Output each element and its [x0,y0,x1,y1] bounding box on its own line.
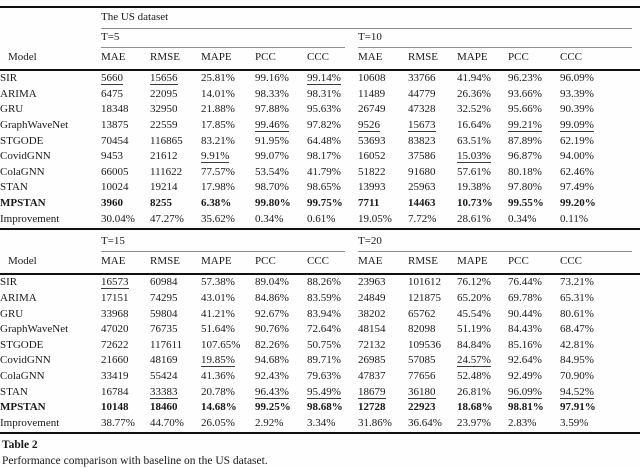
column-header-mae: MAE [358,252,408,274]
value-cell: 47020 [101,323,129,336]
table-row-mpstan [0,196,640,212]
value-cell: 17.85% [201,119,235,132]
value-cell: 12728 [358,401,386,414]
value-cell: 80.18% [508,165,542,178]
value-cell: 72132 [358,338,386,351]
value-cell: 83.21% [201,134,235,147]
value-cell: 99.55% [508,197,544,210]
value-cell: 98.31% [307,87,341,100]
value-cell: 62.46% [560,165,594,178]
value-cell: 36.64% [408,415,457,433]
value-cell: 35.62% [201,211,255,229]
value-cell: 66005 [101,165,129,178]
value-cell: 48154 [358,323,386,336]
table-row-stan [0,180,640,196]
caption-text: Performance comparison with baseline on the US dataset. [2,455,268,468]
table-row-improvement [0,415,640,433]
value-cell: 83.59% [307,292,341,305]
model-name-cell: CovidGNN [0,354,51,367]
value-cell: 0.11% [560,211,640,229]
value-cell: 107.65% [201,338,241,351]
value-cell: 44.70% [150,415,201,433]
value-cell: 84.43% [508,323,542,336]
value-cell: 84.86% [255,292,289,305]
model-name-cell: ARIMA [0,292,37,305]
value-cell: 24849 [358,292,386,305]
value-cell: 97.91% [560,401,596,414]
value-cell: 84.84% [457,338,491,351]
panel-t5-t10 [0,7,640,229]
model-name-cell: GRU [0,103,24,116]
table-row-arima [0,291,640,307]
table-row-graphwavenet [0,322,640,338]
value-cell: 21660 [101,354,129,367]
value-cell: 96.09% [560,72,594,85]
value-cell: 65762 [408,307,436,320]
table-row-gru [0,102,640,118]
value-cell: 19.85% [201,354,235,367]
table-row-colagnn [0,369,640,385]
value-cell: 14.01% [201,87,235,100]
dataset-title: The US dataset [101,8,632,29]
value-cell: 47328 [408,103,436,116]
value-cell: 50.75% [307,338,341,351]
table-row-gru [0,306,640,322]
value-cell: 57.61% [457,165,491,178]
value-cell: 3960 [101,197,123,210]
value-cell: 99.20% [560,197,596,210]
model-name-cell: ColaGNN [0,165,45,178]
table-row-improvement [0,211,640,229]
value-cell: 99.16% [255,72,289,85]
value-cell: 90.39% [560,103,594,116]
value-cell: 37586 [408,150,436,163]
value-cell: 32.52% [457,103,491,116]
value-cell: 2.92% [255,415,307,433]
value-cell: 97.82% [307,119,341,132]
value-cell: 22095 [150,87,178,100]
model-name-cell: MPSTAN [0,197,46,210]
value-cell: 97.88% [255,103,289,116]
value-cell: 0.34% [255,211,307,229]
model-column-header: Model [0,48,101,70]
column-header-rmse: RMSE [408,48,457,70]
value-cell: 0.34% [508,211,560,229]
value-cell: 90.76% [255,323,289,336]
value-cell: 30.04% [101,211,150,229]
value-cell: 76.12% [457,276,491,289]
value-cell: 101612 [408,276,441,289]
value-cell: 93.66% [508,87,542,100]
value-cell: 55424 [150,370,178,382]
value-cell: 80.61% [560,307,594,320]
results-table [0,6,640,434]
value-cell: 99.75% [307,197,343,210]
column-header-row [0,48,640,70]
table-row-sir [0,274,640,291]
value-cell: 85.16% [508,338,542,351]
value-cell: 31.86% [358,415,408,433]
value-cell: 94.00% [560,150,594,163]
value-cell: 74295 [150,292,178,305]
value-cell: 7.72% [408,211,457,229]
dataset-title-cell [101,7,640,29]
value-cell: 25963 [408,181,436,194]
value-cell: 63.51% [457,134,491,147]
value-cell: 70.90% [560,370,594,382]
horizon-header-row [0,229,640,252]
value-cell: 15.03% [457,150,491,163]
value-cell: 51822 [358,165,386,178]
value-cell: 97.49% [560,181,594,194]
model-name-cell: Improvement [0,415,101,433]
value-cell: 19214 [150,181,178,194]
value-cell: 17.98% [201,181,235,194]
value-cell: 95.63% [307,103,341,116]
value-cell: 88.26% [307,276,341,289]
value-cell: 41.94% [457,72,491,85]
horizon-group-cell [101,29,358,48]
value-cell: 2.83% [508,415,560,433]
value-cell: 89.04% [255,276,289,289]
column-header-pcc: PCC [508,252,560,274]
column-header-ccc: CCC [307,48,358,70]
value-cell: 19.38% [457,181,491,194]
panel-t15-t20 [0,229,640,433]
model-name-cell: MPSTAN [0,401,46,414]
value-cell: 72622 [101,338,129,351]
value-cell: 20.78% [201,385,235,398]
value-cell: 98.81% [508,401,544,414]
model-name-cell: GraphWaveNet [0,323,69,336]
horizon-group-cell [101,229,358,252]
value-cell: 51.64% [201,323,235,336]
value-cell: 117611 [150,338,183,351]
value-cell: 10148 [101,401,129,414]
value-cell: 53693 [358,134,386,147]
value-cell: 96.87% [508,150,542,163]
value-cell: 26.36% [457,87,491,100]
value-cell: 51.19% [457,323,491,336]
column-header-pcc: PCC [508,48,560,70]
table-caption [2,438,640,468]
value-cell: 65.31% [560,292,594,305]
value-cell: 62.19% [560,134,594,147]
model-name-cell: SIR [0,72,18,85]
column-header-pcc: PCC [255,48,307,70]
model-name-cell: GRU [0,307,24,320]
horizon-label-t10: T=10 [358,29,632,48]
paper-page [0,6,640,468]
value-cell: 98.65% [307,181,341,194]
value-cell: 98.33% [255,87,289,100]
value-cell: 65.20% [457,292,491,305]
table-row-graphwavenet [0,118,640,134]
value-cell: 94.68% [255,354,289,367]
value-cell: 92.67% [255,307,289,320]
value-cell: 87.89% [508,134,542,147]
model-name-cell: STAN [0,181,28,194]
value-cell: 57085 [408,354,436,367]
value-cell: 94.52% [560,385,594,398]
value-cell: 57.38% [201,276,235,289]
value-cell: 76.44% [508,276,542,289]
value-cell: 47837 [358,370,386,382]
value-cell: 19.05% [358,211,408,229]
value-cell: 45.54% [457,307,491,320]
value-cell: 82098 [408,323,436,336]
value-cell: 7711 [358,197,380,210]
horizon-label-t15: T=15 [101,230,345,252]
column-header-ccc: CCC [307,252,358,274]
value-cell: 95.66% [508,103,542,116]
value-cell: 8255 [150,197,172,210]
value-cell: 82.26% [255,338,289,351]
value-cell: 6.38% [201,197,232,210]
value-cell: 10024 [101,181,129,194]
table-row-covidgnn [0,149,640,165]
value-cell: 24.57% [457,354,491,367]
value-cell: 38202 [358,307,386,320]
model-name-cell: SIR [0,276,18,289]
horizon-group-cell [358,229,640,252]
horizon-label-t20: T=20 [358,230,632,252]
column-header-pcc: PCC [255,252,307,274]
dataset-header-row [0,7,640,29]
value-cell: 23963 [358,276,386,289]
value-cell: 116865 [150,134,183,147]
table-row-colagnn [0,165,640,181]
horizon-group-cell [358,29,640,48]
value-cell: 89.71% [307,354,341,367]
table-row-stan [0,384,640,400]
table-row-covidgnn [0,353,640,369]
value-cell: 96.23% [508,72,542,85]
value-cell: 13875 [101,119,129,132]
value-cell: 84.95% [560,354,594,367]
value-cell: 5660 [101,72,123,85]
value-cell: 83823 [408,134,436,147]
value-cell: 9453 [101,150,123,163]
value-cell: 33383 [150,385,178,398]
value-cell: 18348 [101,103,129,116]
value-cell: 48169 [150,354,178,367]
value-cell: 28.61% [457,211,508,229]
value-cell: 99.46% [255,119,289,132]
value-cell: 18.68% [457,401,493,414]
value-cell: 111622 [150,165,183,178]
value-cell: 18460 [150,401,178,414]
caption-label: Table 2 [2,439,38,452]
value-cell: 96.09% [508,385,542,398]
spacer-cell [0,229,101,252]
value-cell: 14.68% [201,401,237,414]
value-cell: 99.21% [508,119,542,132]
column-header-rmse: RMSE [150,48,201,70]
value-cell: 68.47% [560,323,594,336]
model-name-cell: STGODE [0,134,44,147]
value-cell: 25.81% [201,72,235,85]
column-header-ccc: CCC [560,252,640,274]
value-cell: 16052 [358,150,386,163]
value-cell: 14463 [408,197,436,210]
value-cell: 36180 [408,385,436,398]
value-cell: 6475 [101,87,123,100]
column-header-mape: MAPE [201,48,255,70]
value-cell: 15673 [408,119,436,132]
value-cell: 99.07% [255,150,289,163]
value-cell: 69.78% [508,292,542,305]
value-cell: 16.64% [457,119,491,132]
column-header-rmse: RMSE [408,252,457,274]
value-cell: 70454 [101,134,129,147]
table-row-stgode [0,338,640,354]
value-cell: 3.34% [307,415,358,433]
table-row-mpstan [0,400,640,416]
value-cell: 33419 [101,370,129,382]
model-name-cell: STGODE [0,338,44,351]
value-cell: 92.64% [508,354,542,367]
value-cell: 16784 [101,385,129,398]
value-cell: 13993 [358,181,386,194]
column-header-mape: MAPE [201,252,255,274]
value-cell: 26985 [358,354,386,367]
value-cell: 72.64% [307,323,341,336]
column-header-mae: MAE [101,48,150,70]
value-cell: 98.70% [255,181,289,194]
value-cell: 73.21% [560,276,594,289]
value-cell: 26.81% [457,385,491,398]
spacer-cell [0,7,101,29]
value-cell: 91.95% [255,134,289,147]
value-cell: 83.94% [307,307,341,320]
value-cell: 59804 [150,307,178,320]
value-cell: 96.43% [255,385,289,398]
column-header-mape: MAPE [457,252,508,274]
model-name-cell: ARIMA [0,87,37,100]
value-cell: 98.17% [307,150,341,163]
value-cell: 21612 [150,150,178,163]
value-cell: 53.54% [255,165,289,178]
value-cell: 10.73% [457,197,493,210]
value-cell: 22923 [408,401,436,414]
value-cell: 23.97% [457,415,508,433]
value-cell: 18679 [358,385,386,398]
value-cell: 60984 [150,276,178,289]
value-cell: 21.88% [201,103,235,116]
horizon-label-t5: T=5 [101,29,345,48]
model-column-header: Model [0,252,101,274]
value-cell: 121875 [408,292,441,305]
value-cell: 64.48% [307,134,341,147]
value-cell: 41.79% [307,165,341,178]
value-cell: 11489 [358,87,386,100]
value-cell: 9.91% [201,150,230,163]
value-cell: 109536 [408,338,441,351]
column-header-rmse: RMSE [150,252,201,274]
value-cell: 97.80% [508,181,542,194]
value-cell: 17151 [101,292,129,305]
model-name-cell: CovidGNN [0,150,51,163]
value-cell: 43.01% [201,292,235,305]
value-cell: 10608 [358,72,386,85]
value-cell: 0.61% [307,211,358,229]
value-cell: 91680 [408,165,436,178]
value-cell: 99.25% [255,401,291,414]
value-cell: 41.36% [201,370,235,382]
value-cell: 99.14% [307,72,341,85]
model-name-cell: GraphWaveNet [0,119,69,132]
value-cell: 33968 [101,307,129,320]
value-cell: 77656 [408,370,436,382]
value-cell: 47.27% [150,211,201,229]
value-cell: 99.09% [560,119,594,132]
value-cell: 9526 [358,119,380,132]
value-cell: 41.21% [201,307,235,320]
value-cell: 42.81% [560,338,594,351]
spacer-cell [0,29,101,48]
value-cell: 16573 [101,276,129,289]
column-header-mae: MAE [101,252,150,274]
value-cell: 90.44% [508,307,542,320]
value-cell: 15656 [150,72,178,85]
table-row-stgode [0,133,640,149]
value-cell: 76735 [150,323,178,336]
value-cell: 33766 [408,72,436,85]
value-cell: 93.39% [560,87,594,100]
value-cell: 22559 [150,119,178,132]
value-cell: 92.43% [255,370,289,382]
value-cell: 3.59% [560,415,640,433]
table-row-arima [0,87,640,103]
model-name-cell: Improvement [0,211,101,229]
value-cell: 26.05% [201,415,255,433]
value-cell: 98.68% [307,401,343,414]
value-cell: 92.49% [508,370,542,382]
value-cell: 52.48% [457,370,491,382]
value-cell: 79.63% [307,370,341,382]
value-cell: 99.80% [255,197,291,210]
horizon-header-row [0,29,640,48]
value-cell: 95.49% [307,385,341,398]
column-header-ccc: CCC [560,48,640,70]
value-cell: 26749 [358,103,386,116]
column-header-mape: MAPE [457,48,508,70]
value-cell: 44779 [408,87,436,100]
value-cell: 38.77% [101,415,150,433]
value-cell: 77.57% [201,165,235,178]
column-header-mae: MAE [358,48,408,70]
table-row-sir [0,70,640,87]
model-name-cell: STAN [0,385,28,398]
model-name-cell: ColaGNN [0,370,45,382]
column-header-row [0,252,640,274]
value-cell: 32950 [150,103,178,116]
